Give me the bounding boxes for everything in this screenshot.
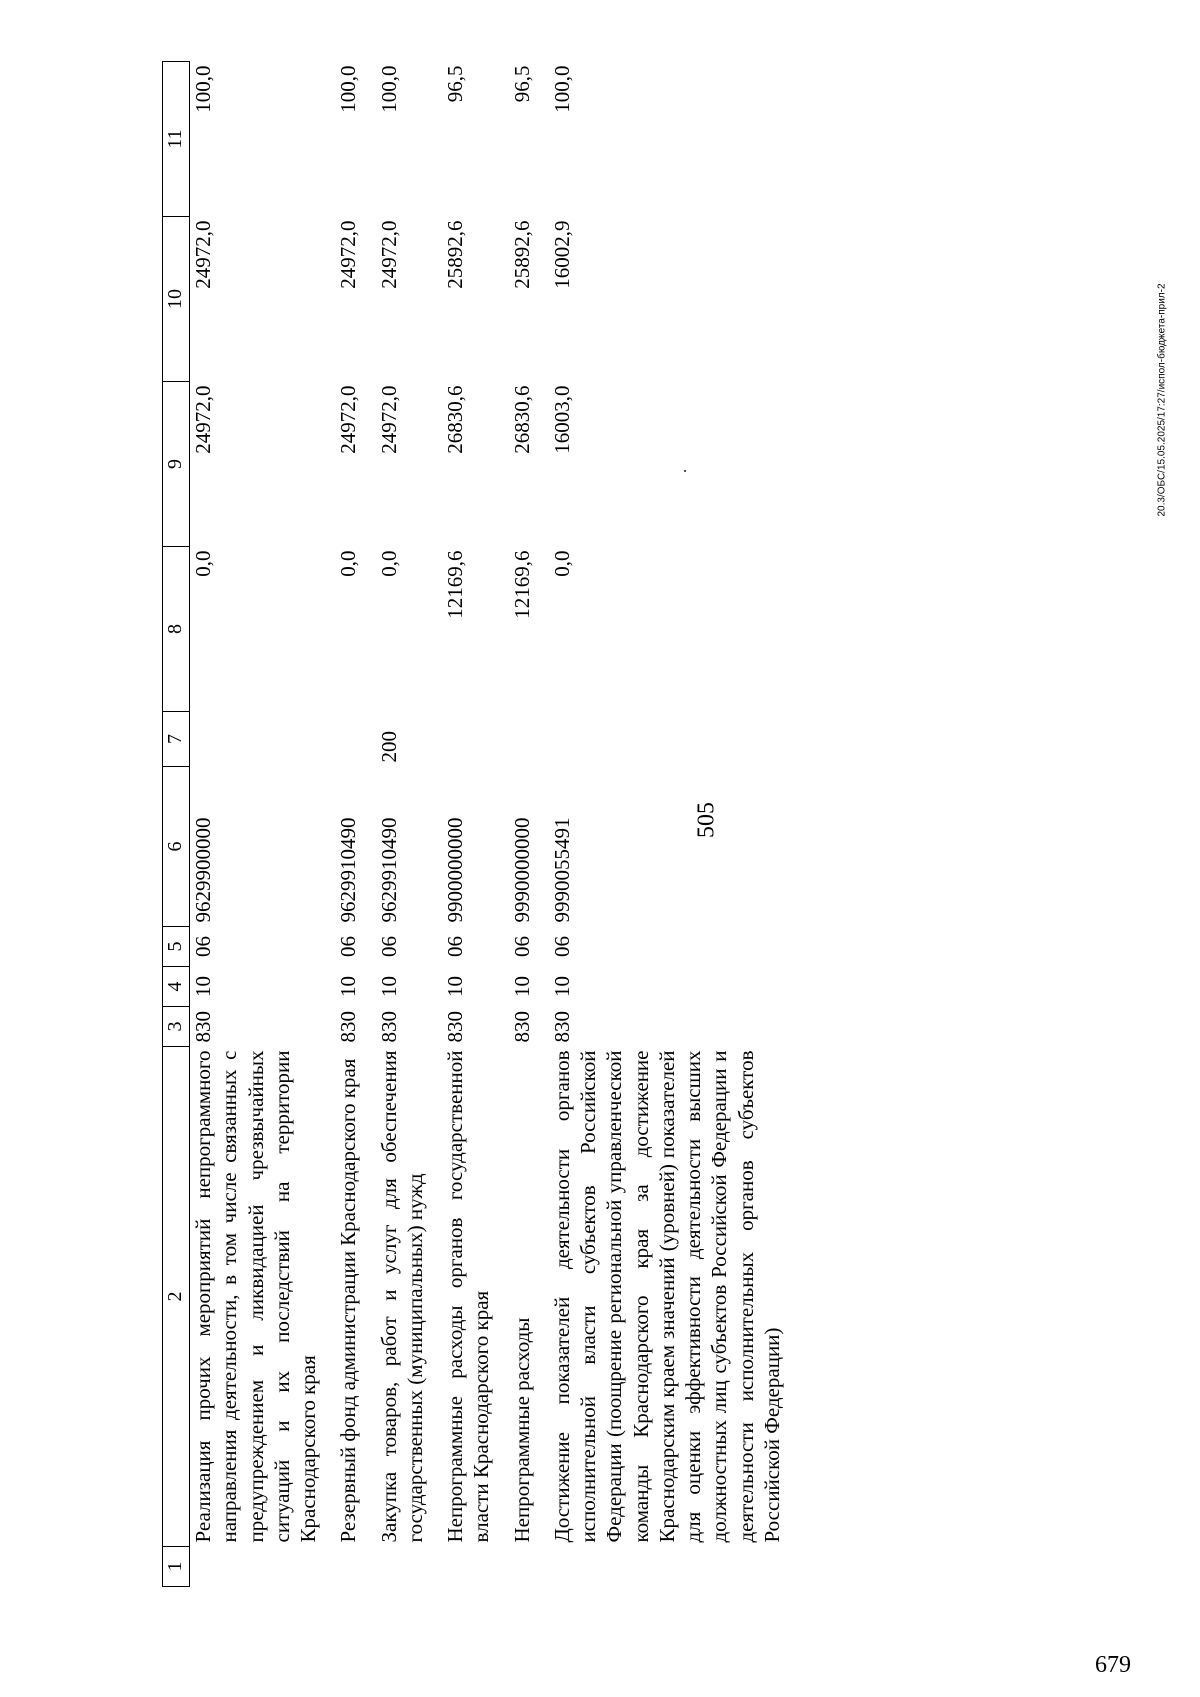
- row-description: Непрограммные расходы: [509, 1317, 534, 1543]
- row-col10: 25892,6: [443, 220, 467, 289]
- row-description: Закупка товаров, работ и услуг для обеспечения государственных (муниципальных) нужд: [376, 1050, 427, 1543]
- row-description: Непрограммные расходы органов государственной власти Краснодарского края: [443, 1050, 494, 1543]
- row-csr: 9990055491: [549, 817, 574, 923]
- row-rz: 10: [443, 976, 467, 997]
- header-cell: 1: [163, 1547, 190, 1587]
- header-cell: 9: [163, 382, 190, 547]
- row-col11: 100,0: [336, 65, 361, 113]
- header-cell: 2: [163, 1047, 190, 1547]
- row-number: [376, 1547, 429, 1587]
- row-csr: 9990000000: [509, 817, 534, 923]
- row-col11: 96,5: [509, 65, 534, 103]
- row-rz: 10: [376, 976, 401, 997]
- table-row: [442, 62, 495, 1587]
- row-ved: 830: [376, 1011, 401, 1043]
- row-col8: 0,0: [191, 550, 215, 577]
- row-col10: 24972,0: [376, 220, 401, 289]
- row-number: [335, 1547, 361, 1587]
- page-number-bottom: 679: [1095, 1652, 1131, 1678]
- document-stamp: 20.3/ОБС/15.05.2025/17:27/испол-бюджета-прил-2: [1156, 283, 1168, 517]
- header-cell: 7: [163, 712, 190, 767]
- row-ved: 830: [336, 1011, 361, 1043]
- row-rz: 10: [336, 976, 361, 997]
- table-row: [549, 62, 785, 1587]
- row-description: Реализация прочих мероприятий непрограммного направления деятельности, в том числе связанных с предупреждением и ликвидацией чрезвычайных ситуаций и их последствий на территории Краснодарского края: [191, 1050, 320, 1543]
- rotated-table-container: [162, 62, 1082, 1587]
- row-vr: 200: [376, 731, 401, 763]
- row-csr: 9629910490: [336, 817, 361, 923]
- row-col8: 12169,6: [443, 550, 467, 619]
- header-cell: 4: [163, 967, 190, 1007]
- row-col10: 24972,0: [336, 220, 361, 289]
- row-col9: 24972,0: [376, 385, 401, 454]
- row-number: [549, 1547, 785, 1587]
- table-row: [190, 62, 322, 1587]
- row-rz: 10: [191, 976, 215, 997]
- row-col9: 24972,0: [336, 385, 361, 454]
- row-col11: 100,0: [376, 65, 401, 113]
- row-col9: 24972,0: [191, 385, 215, 454]
- row-csr: 9629910490: [376, 817, 401, 923]
- table-row: [376, 62, 429, 1587]
- row-vr: [442, 712, 495, 767]
- header-cell: 5: [163, 927, 190, 967]
- row-number: [190, 1547, 322, 1587]
- header-cell: 3: [163, 1007, 190, 1047]
- row-col10: 16002,9: [549, 220, 574, 289]
- header-cell: 6: [163, 767, 190, 927]
- table-header-row: [163, 62, 190, 1587]
- row-col8: 12169,6: [509, 550, 534, 619]
- row-description: Резервный фонд администрации Краснодарского края: [336, 1058, 361, 1543]
- row-pr: 06: [376, 936, 401, 957]
- row-col9: 16003,0: [549, 385, 574, 454]
- row-col11: 100,0: [191, 65, 215, 113]
- row-ved: 830: [443, 1011, 467, 1043]
- row-pr: 06: [443, 936, 467, 957]
- row-col8: 0,0: [376, 550, 401, 577]
- row-pr: 06: [191, 936, 215, 957]
- row-col8: 0,0: [336, 550, 361, 577]
- row-vr: [335, 712, 361, 767]
- row-col9: 26830,6: [443, 385, 467, 454]
- header-cell: 8: [163, 547, 190, 712]
- row-ved: 830: [191, 1011, 215, 1043]
- table-row: [335, 62, 361, 1587]
- row-ved: 830: [549, 1011, 574, 1043]
- header-cell: 10: [163, 217, 190, 382]
- row-rz: 10: [509, 976, 534, 997]
- row-col11: 100,0: [549, 65, 574, 113]
- row-col9: 26830,6: [509, 385, 534, 454]
- budget-table: [162, 61, 785, 1587]
- header-cell: 11: [163, 62, 190, 217]
- row-csr: 9900000000: [443, 817, 467, 923]
- row-description: Достижение показателей деятельности органов исполнительной власти субъектов Российской Федерации (поощрение региональной управленческой команды Краснодарского края за достижение Краснодарским краем значений (уровней) показателей для оценки эффективности деятельности высших должностных лиц субъектов Российской Федерации и деятельности исполнительных органов субъектов Российской Федерации): [549, 1050, 784, 1543]
- row-col8: 0,0: [549, 550, 574, 577]
- row-col11: 96,5: [443, 65, 467, 103]
- row-csr: 9629900000: [191, 817, 215, 923]
- row-vr: [549, 712, 785, 767]
- row-col10: 25892,6: [509, 220, 534, 289]
- row-number: [442, 1547, 495, 1587]
- row-pr: 06: [336, 936, 361, 957]
- row-rz: 10: [549, 976, 574, 997]
- row-vr: [509, 712, 535, 767]
- row-col10: 24972,0: [191, 220, 215, 289]
- table-row: [509, 62, 535, 1587]
- row-pr: 06: [549, 936, 574, 957]
- row-pr: 06: [509, 936, 534, 957]
- row-ved: 830: [509, 1011, 534, 1043]
- page-number-top: 505: [693, 802, 720, 838]
- row-number: [509, 1547, 535, 1587]
- row-vr: [190, 712, 322, 767]
